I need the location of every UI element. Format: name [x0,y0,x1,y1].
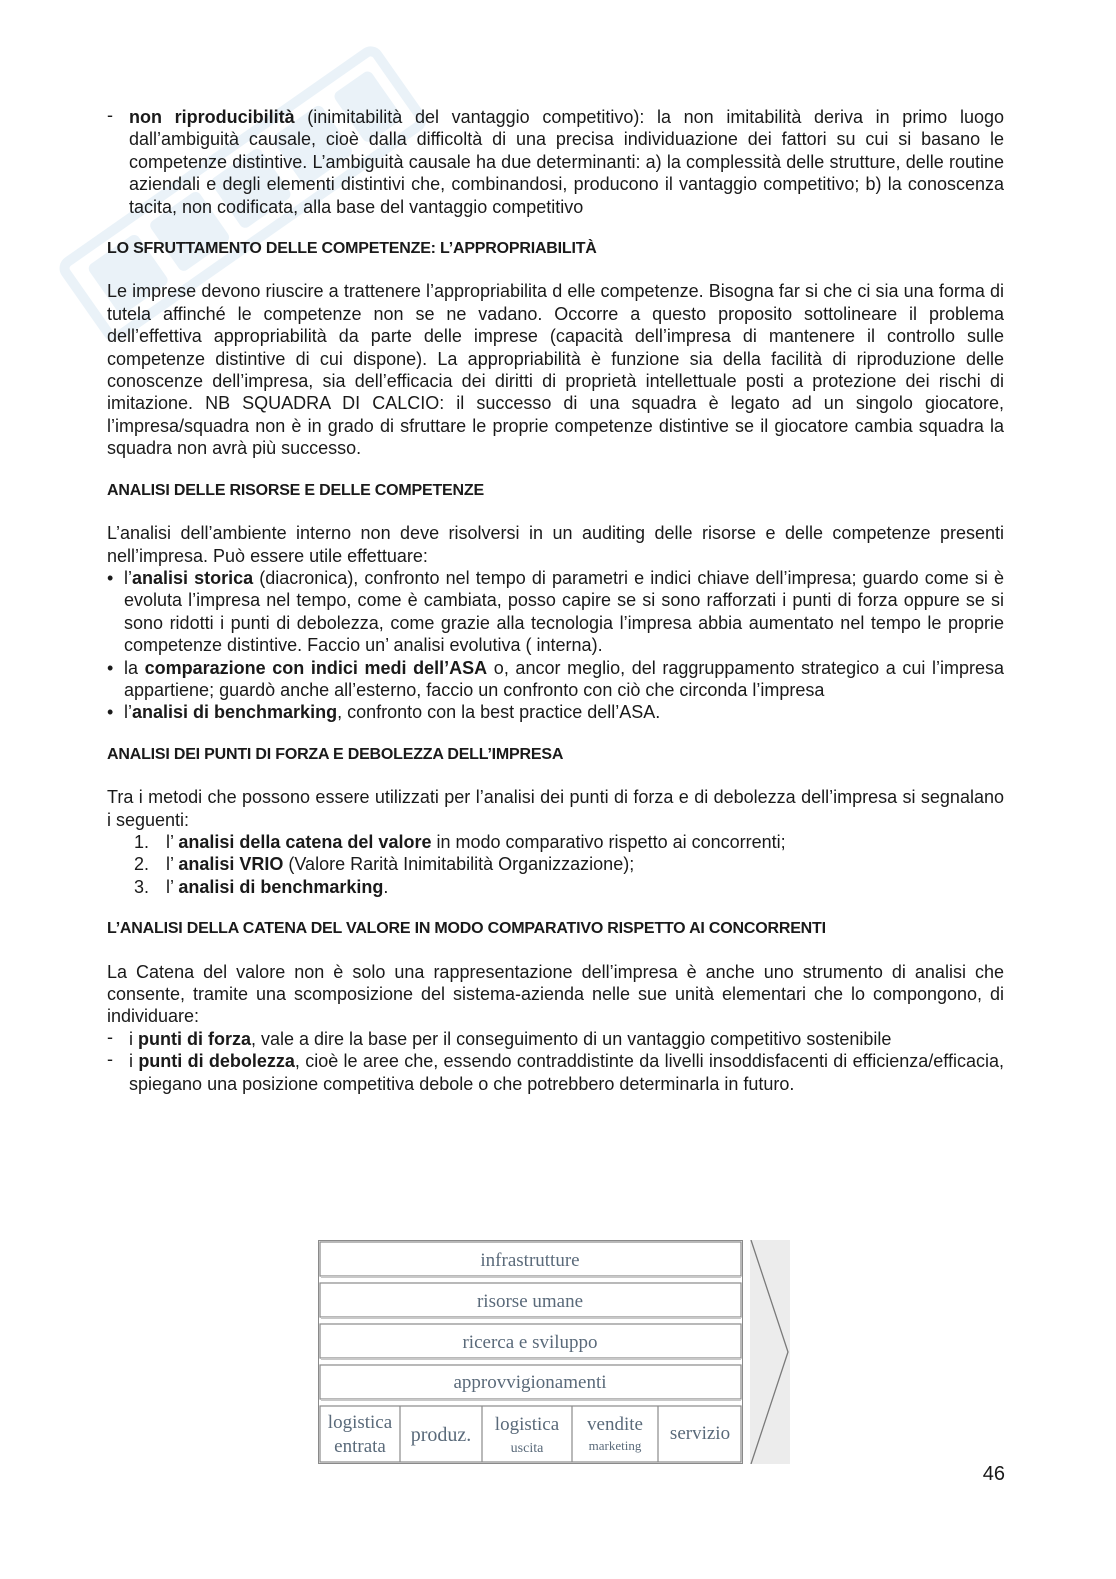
bullet-marker: • [107,567,114,588]
primary-logistica-uscita-line1: logistica [494,1414,560,1435]
item-bold-text: analisi VRIO [178,854,284,875]
primary-logistica-entrata-line2: entrata [334,1436,386,1457]
primary-logistica-entrata-line1: logistica [327,1412,393,1433]
section-heading-catena-valore: L’ANALISI DELLA CATENA DEL VALORE IN MODO COMPARATIVO RISPETTO AI CONCORRENTI [107,920,826,938]
primary-produzione: produz. [410,1424,472,1446]
numbered-item: 2. l’ analisi VRIO (Valore Rarità Inimitabilità Organizzazione); [134,854,635,875]
primary-servizio: servizio [669,1423,731,1444]
bullet-marker: • [107,702,114,723]
item-number: 2. [134,854,150,875]
support-activity-ricerca-sviluppo [320,1324,741,1359]
paragraph-appropriabilita: Le imprese devono riuscire a trattenere l’appropriabilita d elle competenze. Bisogna far si che ci sia una forma di tutela affinché le competenze non se ne vadano. Occorre a questo proposito sottolineare il problema dell’effettiva appropriabilità da parte delle imprese (capacità dell’impresa di mantenere il controllo sulle competenze distintive di cui dispone). La appropriabilità è funzione sia della facilità di riproduzione delle conoscenze dell’impresa, sia dell’efficacia dei diritti di proprietà intellettuale posti a protezione dei rischi di imitazione. NB SQUADRA DI CALCIO: il successo di una squadra è legato ad un singolo giocatore, l’impresa/squadra non è in grado di sfruttare le proprie competenze distintive se il giocatore cambia squadra la squadra non avrà più successo. [107,281,1004,459]
primary-activities-row [320,1406,741,1462]
dash-marker: - [107,105,113,125]
bullet-item: • la comparazione con indici medi dell’ASA o, ancor meglio, del raggruppamento strategico a cui l’impresa appartiene; guardò anche all’esterno, faccio un confronto con ciò che circonda l’impresa [107,657,1005,700]
bullet-item: • l’analisi di benchmarking, confronto con la best practice dell’ASA. [107,702,661,723]
item-text: (inimitabilità del vantaggio competitivo): la non imitabilità deriva in primo luogo dall’ambiguità causale, cioè dalla difficoltà di una precisa individuazione dei fattori su cui si basano le competenze distintive. L’ambiguità causale ha due determinanti: a) la complessità delle strutture, delle routine aziendali e degli elementi distintivi che, combinandosi, producono il vantaggio competitivo; b) la conoscenza tacita, non codificata, alla base del vantaggio competitivo [129,107,1004,217]
support-activity-infrastrutture [320,1242,741,1277]
value-chain-diagram [318,1240,792,1464]
bullet-marker: • [107,657,114,678]
dash-marker: - [107,1026,113,1047]
item-number: 1. [134,831,150,852]
item-number: 3. [134,876,150,897]
bullet-item: • l’analisi storica (diacronica), confronto nel tempo di parametri e indici chiave dell’impresa; guardo come si è evoluta l’impresa nel tempo, come è cambiata, posso capire se si sono rafforzati i punti di forza oppure se si sono ridotti i punti di debolezza, come grazie alla tecnologia l’impresa abbia aumentato nel tempo le proprie competenze distintive. Faccio un’ analisi evolutiva ( interna). [107,567,1004,656]
item-bold-text: non riproducibilità [129,107,295,127]
svg-text:ricerca e sviluppo: ricerca e sviluppo [462,1332,598,1353]
dash-list-item: - i punti di debolezza, cioè le aree che, essendo contraddistinte da livelli insoddisfacenti di efficienza/efficacia, spiegano una posizione competitiva debole o che potrebbero determinarla in futuro. [107,1049,1005,1094]
item-bold-text: analisi storica [132,567,254,588]
numbered-item: 1. l’ analisi della catena del valore in modo comparativo rispetto ai concorrenti; [134,831,786,852]
item-bold-text: punti di forza [138,1028,251,1049]
item-bold-text: analisi di benchmarking [132,702,338,723]
page-number: 46 [982,1463,1005,1485]
support-activity-approvvigionamenti [320,1365,741,1400]
item-bold-text: analisi di benchmarking [178,876,384,897]
svg-text:approvvigionamenti: approvvigionamenti [453,1372,607,1393]
item-bold-text: punti di debolezza [138,1051,295,1072]
primary-logistica-uscita-line2: uscita [510,1441,544,1456]
page-content [107,106,1004,1095]
numbered-item: 3. l’ analisi di benchmarking. [134,876,389,897]
svg-text:risorse umane: risorse umane [476,1291,584,1312]
paragraph-catena-valore: La Catena del valore non è solo una rappresentazione dell’impresa è anche uno strumento di analisi che consente, tramite una scomposizione del sistema-azienda nelle sue unità elementari che lo compongono, di individuare: [107,961,1004,1027]
intro-list-item [107,106,1004,218]
dash-list-item: - i punti di forza, vale a dire la base per il conseguimento di un vantaggio competitivo sostenibile [107,1026,892,1049]
section-heading-punti-forza: ANALISI DEI PUNTI DI FORZA E DEBOLEZZA DELL’IMPRESA [107,745,564,763]
support-activity-risorse-umane [320,1283,741,1318]
primary-vendite-line2: marketing [588,1438,642,1453]
primary-vendite-line1: vendite [587,1414,643,1435]
paragraph-analisi-risorse: L’analisi dell’ambiente interno non deve risolversi in un auditing delle risorse e delle competenze presenti nell’impresa. Può essere utile effettuare: [107,523,1004,566]
dash-marker: - [107,1049,113,1070]
section-heading-analisi-risorse: ANALISI DELLE RISORSE E DELLE COMPETENZE [107,481,484,499]
item-bold-text: comparazione con indici medi dell’ASA [144,657,488,678]
svg-text:infrastrutture: infrastrutture [480,1250,580,1271]
paragraph-punti-forza: Tra i metodi che possono essere utilizzati per l’analisi dei punti di forza e di debolezza dell’impresa si segnalano i seguenti: [107,787,1004,830]
item-bold-text: analisi della catena del valore [178,831,432,852]
section-heading-appropriabilita: LO SFRUTTAMENTO DELLE COMPETENZE: L’APPROPRIABILITÀ [107,240,597,258]
margin-arrow [750,1240,790,1464]
